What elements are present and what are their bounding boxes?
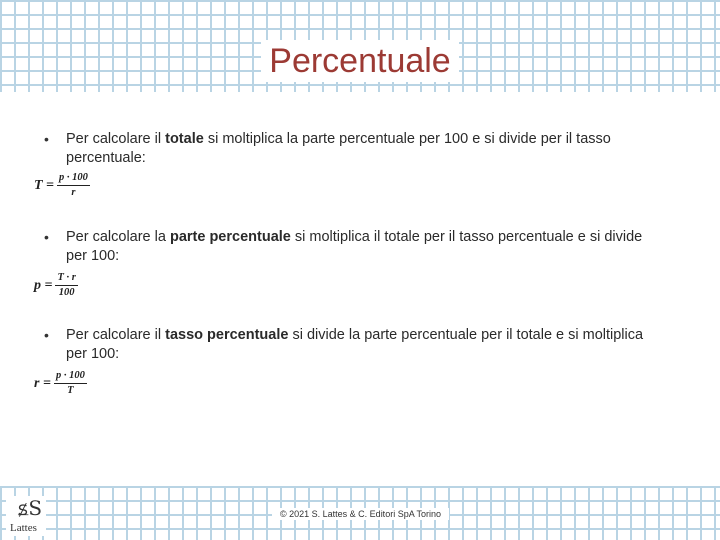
fraction xyxy=(55,272,77,299)
bullet: • xyxy=(44,327,49,343)
item-text xyxy=(66,130,664,168)
text-run: si moltiplica il totale per il tasso percentuale e si divide per 100: xyxy=(66,229,643,264)
list-item-tasso-percentuale xyxy=(44,326,664,364)
bold-term: parte percentuale xyxy=(169,229,291,245)
item-text xyxy=(66,326,664,364)
fraction-denominator: r xyxy=(71,187,76,198)
formula-parte-percentuale xyxy=(34,272,78,299)
title-container xyxy=(0,40,720,82)
fraction-numerator: T · r xyxy=(55,272,77,286)
bullet: • xyxy=(44,131,49,147)
lattes-logo xyxy=(6,496,46,536)
slide-content xyxy=(0,92,720,486)
bold-term: tasso percentuale xyxy=(165,327,289,343)
text-run: Per calcolare la xyxy=(66,229,170,245)
list-item-totale xyxy=(44,130,664,168)
fraction-denominator: T xyxy=(67,385,74,396)
slide-title: Percentuale xyxy=(261,40,458,82)
logo-text: Lattes xyxy=(10,522,37,534)
text-run: si moltiplica la parte percentuale per 100 e si divide per il tasso percentuale: xyxy=(66,131,611,166)
text-run: si divide la parte percentuale per il totale e si moltiplica per 100: xyxy=(66,327,644,362)
item-text xyxy=(66,228,664,266)
bullet: • xyxy=(44,229,49,245)
list-item-parte-percentuale xyxy=(44,228,664,266)
fraction-numerator: p · 100 xyxy=(57,172,90,186)
fraction xyxy=(57,172,90,199)
formula-tasso-percentuale xyxy=(34,370,87,397)
fraction-denominator: 100 xyxy=(58,287,75,298)
formula-totale xyxy=(34,172,90,199)
formula-lhs: T = xyxy=(34,177,55,193)
fraction xyxy=(54,370,87,397)
bold-term: totale xyxy=(165,131,204,147)
text-run: Per calcolare il xyxy=(66,131,166,147)
formula-lhs: r = xyxy=(34,375,51,391)
fraction-numerator: p · 100 xyxy=(54,370,87,384)
logo-mark-icon: ꟍS xyxy=(18,496,43,520)
formula-lhs: p = xyxy=(34,277,53,293)
text-run: Per calcolare il xyxy=(66,327,166,343)
copyright-footer: © 2021 S. Lattes & C. Editori SpA Torino xyxy=(272,508,449,520)
